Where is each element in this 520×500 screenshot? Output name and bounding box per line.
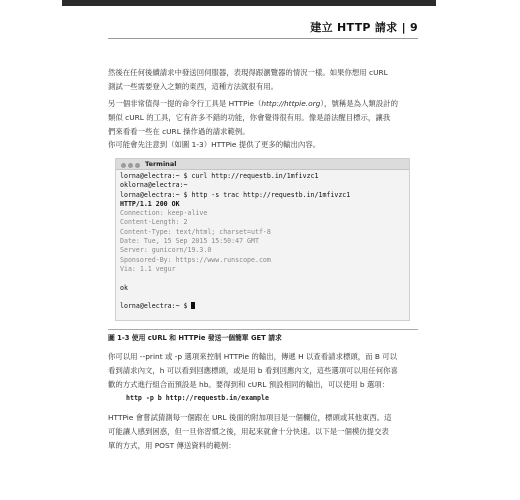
terminal-line: HTTP/1.1 200 OK: [120, 199, 180, 208]
text-line: 類似 cURL 的工具，它有許多不錯的功能，你會覺得很有用。像是語法醒目標示，讓我: [108, 113, 391, 122]
caption-rule: [108, 329, 418, 330]
terminal-line: Connection: keep-alive: [120, 209, 208, 218]
text-line: 看到請求內文，h 可以看到回應標頭，或是用 b 看到回應內文，這些選項可以用任何你喜: [108, 366, 398, 375]
terminal-line: Sponsored-By: https://www.runscope.com: [120, 255, 271, 264]
close-dot-icon: [121, 163, 126, 168]
terminal-line: lorna@electra:~ $: [120, 302, 405, 311]
header-rule: [108, 38, 418, 39]
terminal-line: Date: Tue, 15 Sep 2015 15:50:47 GMT: [120, 237, 259, 246]
text-segment: 另一個非常值得一提的命令行工具是 HTTPie（: [108, 99, 262, 108]
terminal-line: [120, 274, 405, 283]
paragraph-2: [108, 97, 418, 139]
text-line: 你可能會先注意到（如圖 1-3）HTTPie 提供了更多的輸出內容。: [108, 140, 321, 149]
text-line: [108, 97, 418, 111]
text-line: 單的方式，用 POST 傳送資料的範例：: [108, 441, 236, 450]
cursor-block-icon: [191, 302, 195, 309]
text-line: 你可以用 --print 或 -p 選項來控制 HTTPie 的輸出，傳遞 H 以查看請求標頭，而 B 可以: [108, 352, 398, 361]
code-example: http -p b http://requestb.in/example: [126, 394, 269, 402]
terminal-title: Terminal: [145, 160, 177, 168]
terminal-output: [116, 170, 409, 313]
terminal-title-bar: [116, 159, 409, 170]
paragraph-5: [108, 411, 418, 453]
terminal-line: Content-Type: text/html; charset=utf-8: [120, 227, 271, 236]
running-header: 建立 HTTP 請求 | 9: [310, 21, 418, 34]
paragraph-1: [108, 66, 418, 94]
window-controls: [121, 161, 142, 171]
httpie-link[interactable]: http://httpie.org: [261, 99, 321, 108]
terminal-line: lorna@electra:~ $ http -s trac http://requestb.in/1mfivzc1: [120, 190, 351, 199]
terminal-line: Via: 1.1 vegur: [120, 264, 176, 273]
text-segment: ），號稱是為人類設計的: [320, 99, 398, 108]
paragraph-4: [108, 350, 418, 392]
text-line: 們來看看一些在 cURL 操作過的請求範例。: [108, 127, 250, 136]
text-line: HTTPie 會嘗試猜測每一個跟在 URL 後面的附加項目是一個欄位，標頭或其他東西。這: [108, 413, 392, 422]
terminal-line: lorna@electra:~ $ curl http://requestb.in/1mfivzc1: [120, 172, 319, 180]
terminal-line: oklorna@electra:~: [120, 181, 188, 190]
figure-caption: 圖 1-3 使用 cURL 和 HTTPie 發送一個簡單 GET 請求: [108, 334, 282, 342]
terminal-line: Server: gunicorn/19.3.0: [120, 246, 212, 255]
text-line: 歡的方式進行組合而預設是 hb。要得到和 cURL 預設相同的輸出，可以使用 b 選項：: [108, 380, 390, 389]
minimize-dot-icon: [128, 163, 133, 168]
text-line: 然後在任何後續請求中發送回伺服器，表現得跟瀏覽器的情況一樣。如果你想用 cURL: [108, 68, 388, 77]
paragraph-3: [108, 138, 418, 152]
terminal-line: [120, 293, 405, 302]
text-line: 測試一些需要登入之類的東西，這種方法就很有用。: [108, 82, 278, 91]
maximize-dot-icon: [135, 163, 140, 168]
terminal-screenshot: [115, 158, 410, 321]
text-line: 可能讓人感到困惑，但一旦你習慣之後，用起來就會十分快速。以下是一個模仿提交表: [108, 427, 389, 436]
page-top-bar: [62, 0, 436, 6]
terminal-line: Content-Length: 2: [120, 218, 188, 227]
terminal-line: ok: [120, 283, 128, 292]
